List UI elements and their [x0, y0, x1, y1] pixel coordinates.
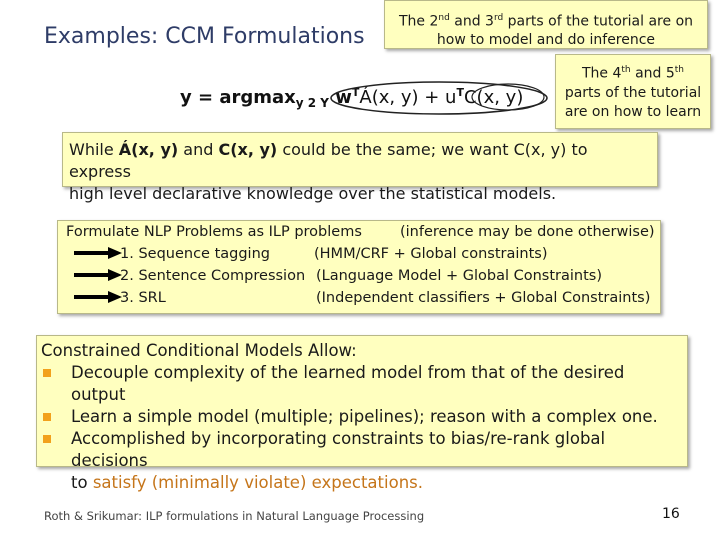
bullet-item: Learn a simple model (multiple; pipelines); reason with a complex one.	[41, 406, 681, 428]
nlp-heading-note: (inference may be done otherwise)	[400, 224, 655, 240]
right-arrow-icon	[74, 291, 122, 303]
nlp-item: 2. Sentence Compression	[120, 268, 306, 284]
highlight-oval-constraints	[470, 82, 546, 112]
slide-footer: Roth & Srikumar: ILP formulations in Natural Language Processing	[44, 509, 425, 523]
nlp-heading-row	[66, 221, 655, 243]
callout-right-line3: are on how to learn	[564, 103, 702, 120]
ccm-heading: Constrained Conditional Models Allow:	[41, 341, 357, 360]
square-bullet-icon	[43, 435, 51, 443]
right-arrow-icon	[74, 269, 122, 281]
bullet-item: Decouple complexity of the learned model from that of the desired output	[41, 362, 681, 406]
callout-right-line2: parts of the tutorial	[564, 84, 702, 101]
slide-title: Examples: CCM Formulations	[44, 24, 365, 49]
nlp-item-note: (Language Model + Global Constraints)	[316, 268, 602, 284]
callout-mid-line1: While Á(x, y) and C(x, y) could be the same; we want C(x, y) to express	[69, 140, 588, 181]
bullet-item: Accomplished by incorporating constraints to bias/re-rank global decisions to satisfy (minimally violate) expectations.	[41, 428, 681, 494]
callout-inference-parts	[384, 0, 708, 49]
nlp-item-note: (HMM/CRF + Global constraints)	[314, 246, 548, 262]
callout-learning-parts	[555, 54, 711, 129]
nlp-item-note: (Independent classifiers + Global Constraints)	[316, 290, 651, 306]
highlight-text: satisfy (minimally violate) expectations.	[92, 473, 423, 492]
right-arrow-icon	[74, 247, 122, 259]
callout-top-line2: how to model and do inference	[436, 31, 656, 48]
nlp-ilp-box	[57, 220, 661, 314]
square-bullet-icon	[43, 413, 51, 421]
page-number: 16	[662, 506, 680, 522]
callout-declarative-knowledge	[62, 132, 658, 203]
nlp-item: 3. SRL	[120, 290, 166, 306]
ccm-advantages-box	[36, 335, 688, 492]
square-bullet-icon	[43, 369, 51, 377]
callout-right-line1: The 4th and 5th	[581, 65, 685, 82]
ccm-formula: y = argmax$_{y 2 Y}$ $w^TÁ(x$, $y) + u^TC(x$, y)	[180, 86, 524, 110]
callout-top-line1: The 2nd and 3rd parts of the tutorial are on	[398, 13, 694, 30]
nlp-heading: Formulate NLP Problems as ILP problems	[66, 224, 362, 240]
nlp-item: 1. Sequence tagging	[120, 246, 270, 262]
callout-mid-line2: high level declarative knowledge over the statistical models.	[69, 184, 557, 203]
